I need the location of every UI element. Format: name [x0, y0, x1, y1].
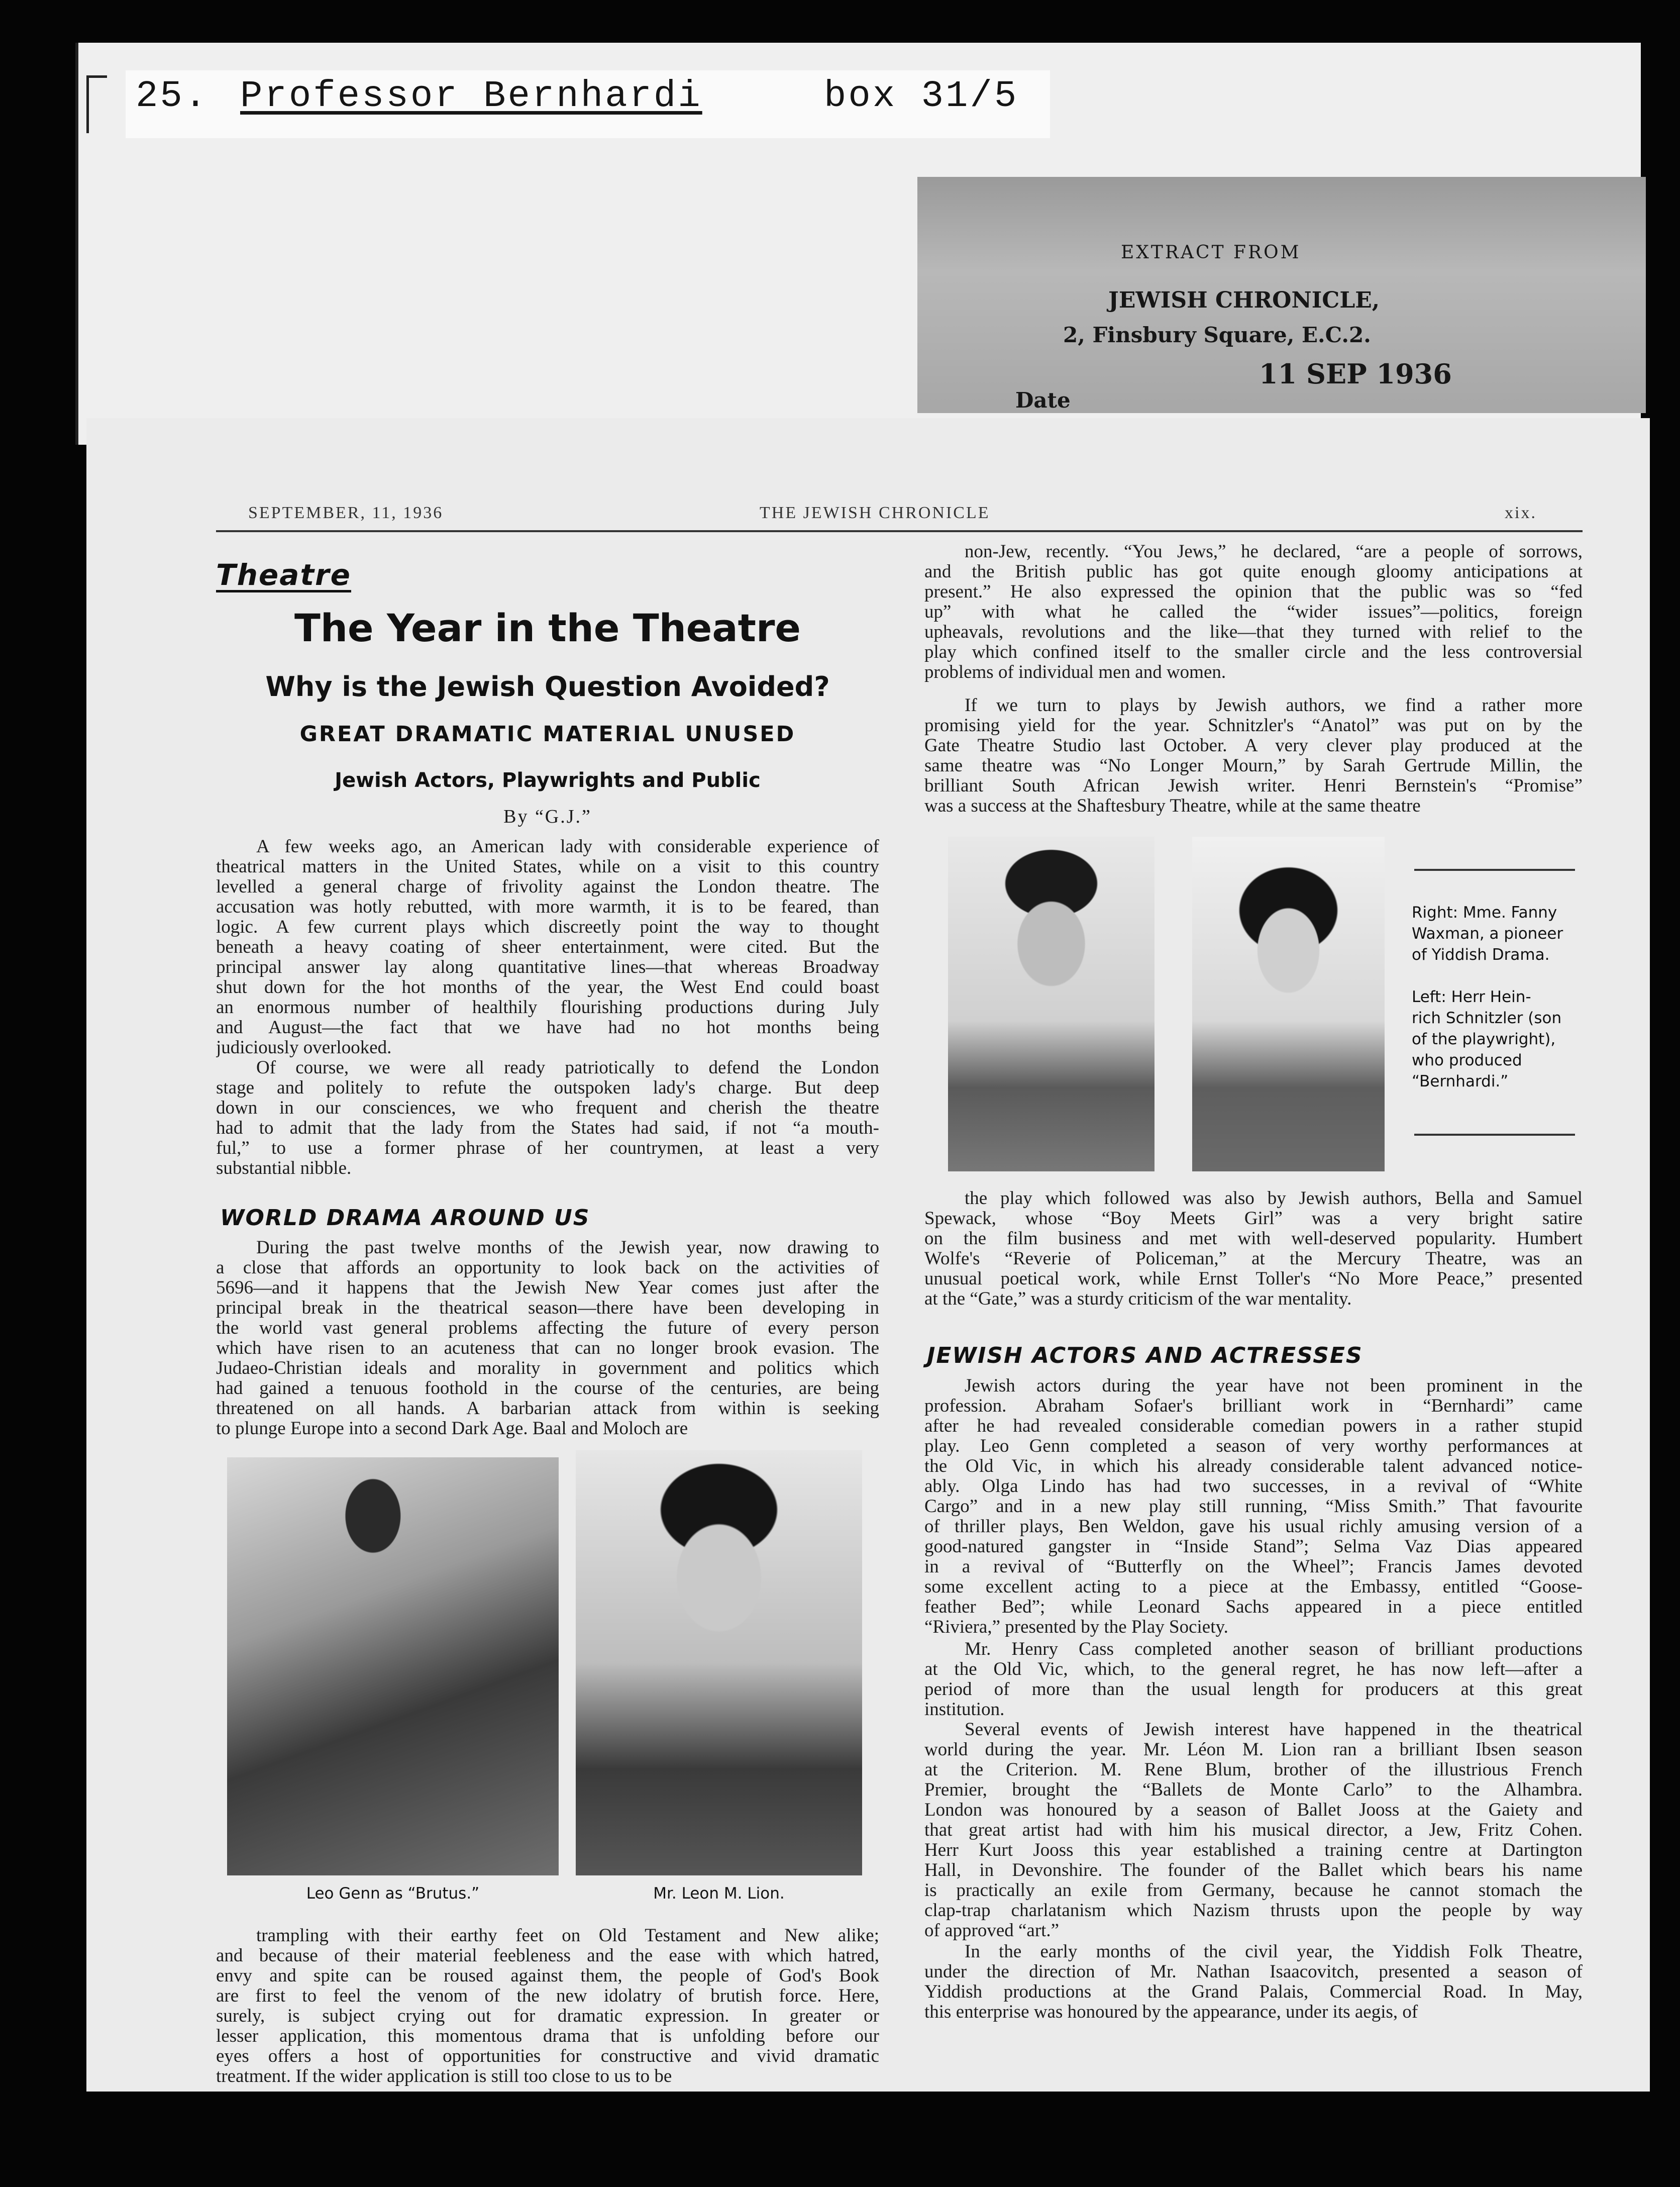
caption-leon-lion: Mr. Leon M. Lion.: [653, 1884, 785, 1903]
text-line: Gate Theatre Studio last October. A very clever play produced at the: [924, 736, 1583, 756]
text-line: on the film business and met with well-deserved popularity. Humbert: [924, 1229, 1583, 1249]
text-line: principal break in the theatrical season—there have been developing in: [216, 1298, 879, 1318]
text-line: Left: Herr Hein-: [1412, 988, 1531, 1006]
paragraph-spewack: [924, 1188, 1583, 1309]
text-line: Waxman, a pioneer: [1412, 925, 1563, 943]
paragraph-non-jew: [924, 542, 1583, 682]
text-line: had to admit that the lady from the States had said, if not “a mouth-: [216, 1118, 879, 1138]
text-line: in a revival of “Butterfly on the Wheel”; Francis James devoted: [924, 1557, 1583, 1577]
text-line: lesser application, this momentous drama that is unfolding before our: [216, 2026, 879, 2046]
article-deck: GREAT DRAMATIC MATERIAL UNUSED: [299, 722, 796, 747]
text-line: world during the year. Mr. Léon M. Lion ran a brilliant Ibsen season: [924, 1740, 1583, 1760]
text-line: problems of individual men and women.: [924, 662, 1226, 682]
text-line: [1412, 965, 1580, 986]
paragraph-henry-cass: [924, 1639, 1583, 1720]
text-line: of Yiddish Drama.: [1412, 946, 1550, 964]
article-subtitle: Why is the Jewish Question Avoided?: [265, 671, 830, 703]
text-line: ably. Olga Lindo has had two successes, in a revival of “White: [924, 1476, 1583, 1497]
text-line: threatened on all hands. A barbarian attack from within is seeking: [216, 1399, 879, 1419]
photo-fanny-waxman: [1192, 837, 1385, 1171]
text-line: some excellent acting to a piece at the Embassy, entitled “Goose-: [924, 1577, 1583, 1597]
text-line: was a success at the Shaftesbury Theatre, while at the same theatre: [924, 796, 1421, 816]
text-line: profession. Abraham Sofaer's brilliant work in “Bernhardi” came: [924, 1396, 1583, 1416]
text-line: of the playwright),: [1412, 1030, 1556, 1048]
corner-bracket: [86, 75, 107, 133]
text-line: this enterprise was honoured by the appearance, under its aegis, of: [924, 2002, 1418, 2022]
text-line: at the Criterion. M. Rene Blum, brother of the illustrious French: [924, 1760, 1583, 1780]
text-line: feather Bed”; while Leonard Sachs appeared in a piece entitled: [924, 1597, 1583, 1617]
photo-heinrich-schnitzler: [948, 837, 1154, 1171]
text-line: good-natured gangster in “Inside Stand”; Selma Vaz Dias appeared: [924, 1537, 1583, 1557]
paragraph-several-events: [924, 1720, 1583, 1941]
text-line: shut down for the hot months of the year, the West End could boast: [216, 977, 879, 998]
text-line: non-Jew, recently. “You Jews,” he declared, “are a people of sorrows,: [965, 542, 1583, 562]
paragraph-of-course: [216, 1058, 879, 1178]
text-line: trampling with their earthy feet on Old Testament and New alike;: [256, 1926, 879, 1946]
text-line: Yiddish productions at the Grand Palais, Commercial Road. In May,: [924, 1982, 1583, 2002]
text-line: Right: Mme. Fanny: [1412, 904, 1557, 922]
text-line: Herr Kurt Jooss this year established a training centre at Dartington: [924, 1840, 1583, 1860]
text-line: are first to feel the venom of the new idolatry of brutish force. Here,: [216, 1986, 879, 2006]
text-line: substantial nibble.: [216, 1158, 352, 1178]
text-line: London was honoured by a season of Ballet Jooss at the Gaiety and: [924, 1800, 1583, 1820]
text-line: Premier, brought the “Ballets de Monte Carlo” to the Alhambra.: [924, 1780, 1583, 1800]
text-line: at the “Gate,” was a sturdy criticism of the war mentality.: [924, 1289, 1352, 1309]
photo-side-caption: [1412, 902, 1580, 1092]
text-line: Several events of Jewish interest have happened in the theatrical: [965, 1720, 1583, 1740]
stamp-date-label: Date: [1015, 388, 1071, 413]
text-line: judiciously overlooked.: [216, 1038, 392, 1058]
text-line: that great artist had with him his musical director, a Jew, Fritz Cohen.: [924, 1820, 1583, 1840]
text-line: accusation was hotly rebutted, with more warmth, it is to be feared, than: [216, 897, 879, 917]
text-line: promising yield for the year. Schnitzler's “Anatol” was put on by the: [924, 716, 1583, 736]
text-line: institution.: [924, 1700, 1005, 1720]
text-line: beneath a heavy coating of sheer entertainment, were cited. But the: [216, 937, 879, 957]
text-line: Cargo” and in a new play still running, “Miss Smith.” That favourite: [924, 1497, 1583, 1517]
text-line: is practically an exile from Germany, because he cannot stomach the: [924, 1880, 1583, 1901]
text-line: the play which followed was also by Jewish authors, Bella and Samuel: [965, 1188, 1583, 1209]
text-line: play which confined itself to the smaller circle and the less controversial: [924, 642, 1583, 662]
text-line: Of course, we were all ready patriotically to defend the London: [256, 1058, 879, 1078]
masthead-paper: THE JEWISH CHRONICLE: [760, 504, 990, 522]
stamp-date: 11 SEP 1936: [1259, 358, 1452, 390]
text-line: principal answer lay along quantitative lines—that whereas Broadway: [216, 957, 879, 977]
paragraph-world-drama: [216, 1238, 879, 1439]
text-line: down in our consciences, we who frequent and cherish the theatre: [216, 1098, 879, 1118]
text-line: the Old Vic, in which his already considerable talent advanced notice-: [924, 1456, 1583, 1476]
masthead-page: xix.: [1505, 504, 1537, 522]
text-line: a close that affords an opportunity to look back on the activities of: [216, 1258, 879, 1278]
text-line: period of more than the usual length for producers at this great: [924, 1679, 1583, 1700]
text-line: stage and politely to refute the outspoken lady's charge. But deep: [216, 1078, 879, 1098]
text-line: 5696—and it happens that the Jewish New Year comes just after the: [216, 1278, 879, 1298]
text-line: Jewish actors during the year have not been prominent in the: [965, 1376, 1583, 1396]
extract-stamp: [917, 177, 1646, 413]
text-line: to plunge Europe into a second Dark Age. Baal and Moloch are: [216, 1419, 688, 1439]
text-line: same theatre was “No Longer Mourn,” by Sarah Gertrude Millin, the: [924, 756, 1583, 776]
paragraph-jewish-actors: [924, 1376, 1583, 1637]
text-line: Hall, in Devonshire. The founder of the Ballet which bears his name: [924, 1860, 1583, 1880]
paragraph-intro: [216, 837, 879, 1058]
text-line: Wolfe's “Reverie of Policeman,” at the Mercury Theatre, was an: [924, 1249, 1583, 1269]
text-line: the world vast general problems affecting the future of every person: [216, 1318, 879, 1338]
archive-box: box 31/5: [824, 75, 1019, 118]
text-line: play. Leo Genn completed a season of very worthy performances at: [924, 1436, 1583, 1456]
text-line: of approved “art.”: [924, 1921, 1060, 1941]
text-line: an enormous number of healthily flourishing productions during July: [216, 998, 879, 1018]
text-line: ful,” to use a former phrase of her countrymen, at least a very: [216, 1138, 879, 1158]
article-byline: By “G.J.”: [503, 806, 592, 827]
text-line: under the direction of Mr. Nathan Isaacovitch, presented a season of: [924, 1962, 1583, 1982]
article-deck2: Jewish Actors, Playwrights and Public: [335, 769, 761, 792]
text-line: rich Schnitzler (son: [1412, 1009, 1562, 1027]
section-label: Theatre: [216, 558, 351, 592]
text-line: “Bernhardi.”: [1412, 1072, 1509, 1090]
stamp-line1: EXTRACT FROM: [1121, 242, 1301, 263]
text-line: which have risen to an acuteness that can no longer brook evasion. The: [216, 1338, 879, 1358]
caption-rule-bottom: [1414, 1134, 1575, 1136]
text-line: of thriller plays, Ben Weldon, gave his usual richly amusing version of a: [924, 1517, 1583, 1537]
photo-leon-lion: [576, 1450, 862, 1875]
heading-jewish-actors: JEWISH ACTORS AND ACTRESSES: [927, 1343, 1363, 1368]
photo-leo-genn: [227, 1457, 559, 1875]
text-line: “Riviera,” presented by the Play Society.: [924, 1617, 1228, 1637]
text-line: and because of their material feebleness and the ease with which hatred,: [216, 1946, 879, 1966]
text-line: In the early months of the civil year, the Yiddish Folk Theatre,: [965, 1942, 1583, 1962]
text-line: at the Old Vic, which, to the general regret, he has now left—after a: [924, 1659, 1583, 1679]
paragraph-jewish-authors: [924, 695, 1583, 816]
text-line: A few weeks ago, an American lady with considerable experience of: [256, 837, 879, 857]
text-line: and the British public has got quite enough gloomy anticipations at: [924, 562, 1583, 582]
text-line: upheavals, revolutions and the like—that they turned with relief to the: [924, 622, 1583, 642]
paragraph-yiddish-theatre: [924, 1942, 1583, 2022]
text-line: theatrical matters in the United States, while on a visit to this country: [216, 857, 879, 877]
text-line: If we turn to plays by Jewish authors, we find a rather more: [965, 695, 1583, 716]
text-line: envy and spite can be roused against them, the people of God's Book: [216, 1966, 879, 1986]
article-title: The Year in the Theatre: [294, 606, 801, 650]
text-line: treatment. If the wider application is still too close to us to be: [216, 2066, 672, 2086]
archive-title: Professor Bernhardi: [240, 75, 702, 118]
text-line: Judaeo-Christian ideals and morality in government and politics which: [216, 1358, 879, 1378]
archive-number: 25.: [136, 75, 209, 118]
text-line: Spewack, whose “Boy Meets Girl” was a very bright satire: [924, 1209, 1583, 1229]
text-line: had gained a tenuous foothold in the course of the centuries, are being: [216, 1378, 879, 1399]
text-line: present.” He also expressed the opinion that the public was so “fed: [924, 582, 1583, 602]
text-line: Mr. Henry Cass completed another season of brilliant productions: [965, 1639, 1583, 1659]
text-line: and August—the fact that we have had no hot months being: [216, 1018, 879, 1038]
text-line: after he had revealed considerable comedian powers in a rather stupid: [924, 1416, 1583, 1436]
text-line: brilliant South African Jewish writer. Henri Bernstein's “Promise”: [924, 776, 1583, 796]
text-line: unusual poetical work, while Ernst Toller's “No More Peace,” presented: [924, 1269, 1583, 1289]
text-line: clap-trap charlatanism which Nazism thrusts upon the people by way: [924, 1901, 1583, 1921]
text-line: levelled a general charge of frivolity against the London theatre. The: [216, 877, 879, 897]
masthead-rule: [216, 530, 1583, 532]
caption-rule-top: [1414, 869, 1575, 871]
stamp-line2: JEWISH CHRONICLE,: [1108, 287, 1380, 313]
text-line: who produced: [1412, 1051, 1522, 1069]
text-line: eyes offers a host of opportunities for constructive and vivid dramatic: [216, 2046, 879, 2066]
text-line: surely, is subject crying out for dramatic expression. In greater or: [216, 2006, 879, 2026]
text-line: During the past twelve months of the Jewish year, now drawing to: [256, 1238, 879, 1258]
text-line: logic. A few current plays which discreetly point the way to thought: [216, 917, 879, 937]
paragraph-trampling: [216, 1926, 879, 2086]
heading-world-drama: WORLD DRAMA AROUND US: [220, 1205, 590, 1231]
text-line: up” with what he called the “wider issues”—politics, foreign: [924, 602, 1583, 622]
stamp-line3: 2, Finsbury Square, E.C.2.: [1063, 323, 1371, 347]
masthead-date: SEPTEMBER, 11, 1936: [248, 504, 444, 522]
caption-leo-genn: Leo Genn as “Brutus.”: [306, 1884, 480, 1903]
